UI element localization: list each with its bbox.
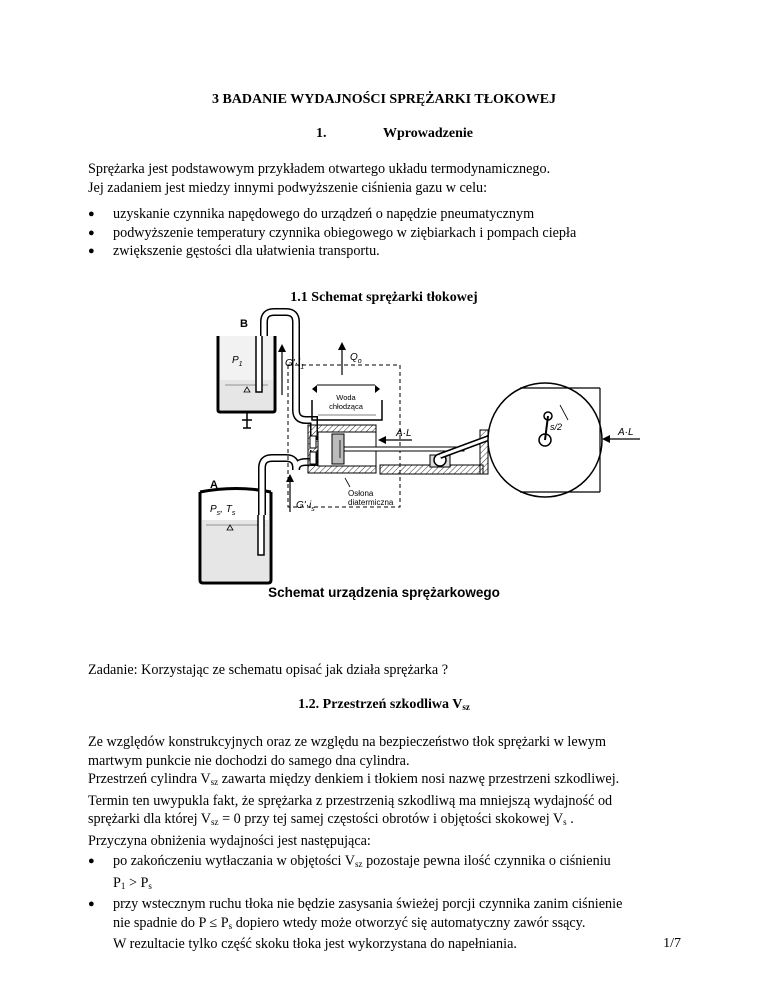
bullet-icon: ● bbox=[88, 898, 95, 910]
task-paragraph: Zadanie: Korzystając ze schematu opisać jak działa sprężarka ? bbox=[88, 662, 449, 678]
list-item: ● po zakończeniu wytłaczania w objętości $V_{sz}$ pozostaje pewna ilość czynnika o ciśnieniu $P_1 > P_s$ bbox=[88, 853, 611, 891]
bullet-icon: ● bbox=[88, 245, 95, 257]
bullet-icon: ● bbox=[88, 855, 95, 867]
list-item: ● uzyskanie czynnika napędowego do urządzeń o napędzie pneumatycznym bbox=[88, 206, 535, 222]
bullet-icon: ● bbox=[88, 208, 95, 220]
flywheel bbox=[488, 383, 602, 497]
intro-line-1: Sprężarka jest podstawowym przykładem otwartego układu termodynamicznego. bbox=[88, 161, 551, 177]
piston bbox=[332, 434, 344, 464]
section-1-2-heading: 1.2. Przestrzeń szkodliwa $V_{sz}$ bbox=[298, 697, 470, 712]
crank-radius-label: s/2 bbox=[550, 422, 563, 432]
dead-space-line-3: Przestrzeń cylindra $V_{sz}$ zawarta między denkiem i tłokiem nosi nazwę przestrzeni szkodliwej. bbox=[88, 771, 620, 787]
dead-space-line-2: martwym punkcie nie dochodzi do samego dna cylindra. bbox=[88, 752, 410, 769]
dead-space-paragraph bbox=[88, 733, 678, 850]
heat-flow-label: $Q_o$ bbox=[350, 352, 362, 365]
dead-space-line-5: sprężarki dla której $V_{sz} = 0$ przy tej samej częstości obrotów i objętości skokowej $V_s$ . bbox=[88, 811, 574, 827]
intro-line-2: Jej zadaniem jest miedzy innymi podwyższenie ciśnienia gazu w celu: bbox=[88, 179, 488, 196]
shield-label-2: diatermiczna bbox=[348, 498, 394, 507]
document-heading: 3 BADANIE WYDAJNOŚCI SPRĘŻARKI TŁOKOWEJ bbox=[211, 92, 557, 107]
page-number: 1/7 bbox=[663, 936, 681, 951]
figure-caption: Schemat urządzenia sprężarkowego bbox=[268, 585, 500, 600]
reasons-list bbox=[88, 852, 688, 954]
section-1-title: Wprowadzenie bbox=[383, 126, 473, 141]
list-item: ● podwyższenie temperatury czynnika obiegowego w ziębiarkach i pompach ciepła bbox=[88, 224, 577, 241]
list-item: ● przy wstecznym ruchu tłoka nie będzie zasysania świeżej porcji czynnika zanim ciśnienie nie spadnie do $P \le P_s$ dopiero wtedy może otworzyć się automatyczny zawór ssący. W rezultacie tylko część skoku tłoka jest wykorzystana do napełniania. bbox=[88, 896, 623, 952]
section-1-number: 1. bbox=[316, 126, 327, 141]
inlet-flow-label: $G'\cdot i_s$ bbox=[296, 500, 315, 513]
tank-b bbox=[218, 336, 275, 428]
tank-b-label: B bbox=[240, 318, 248, 330]
outlet-flow-label: $G'\cdot i_1$ bbox=[285, 358, 305, 371]
dead-space-line-6: Przyczyna obniżenia wydajności jest następująca: bbox=[88, 832, 371, 849]
tank-a-state-label: $P_s$, $T_s$ bbox=[210, 504, 236, 517]
tank-a-label: A bbox=[210, 479, 218, 491]
piston-rod bbox=[344, 447, 464, 451]
bullet-icon: ● bbox=[88, 226, 95, 239]
section-1-1-heading: 1.1 Schemat sprężarki tłokowej bbox=[290, 290, 478, 305]
work-left-label: A·L bbox=[396, 428, 412, 439]
cooling-water-label-2: chłodząca bbox=[329, 402, 363, 411]
dead-space-line-4: Termin ten uwypukla fakt, że sprężarka z przestrzenią szkodliwą ma mniejszą wydajność od bbox=[88, 792, 613, 809]
shield-label-1: Osłona bbox=[348, 489, 374, 498]
list-item: ● zwiększenie gęstości dla ułatwienia transportu. bbox=[88, 243, 380, 259]
tank-b-pressure-label: $P_1$ bbox=[232, 355, 243, 368]
dead-space-line-1: Ze względów konstrukcyjnych oraz ze względu na bezpieczeństwo tłok sprężarki w lewym bbox=[88, 734, 607, 750]
work-right-label: A·L bbox=[618, 427, 634, 438]
cooling-water-label-1: Woda bbox=[336, 393, 356, 402]
